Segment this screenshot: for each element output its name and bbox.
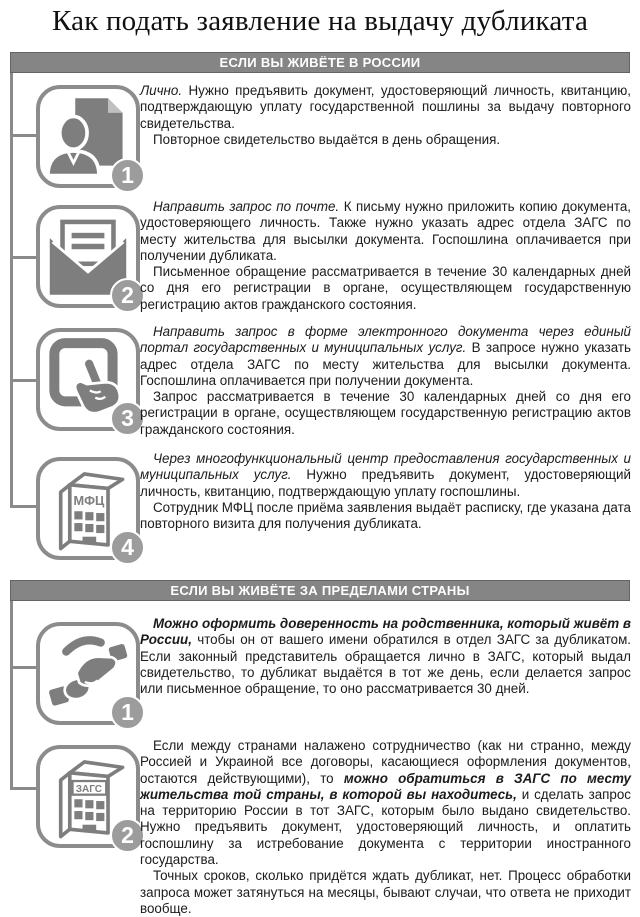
section-header-abroad: ЕСЛИ ВЫ ЖИВЁТЕ ЗА ПРЕДЕЛАМИ СТРАНЫ	[10, 580, 630, 601]
connector-line	[10, 73, 13, 508]
step-lead: Можно оформить доверенность на родственника, который живёт в России,	[140, 616, 631, 648]
connector-line	[12, 787, 38, 790]
building-label: МФЦ	[73, 492, 105, 508]
step-body: Повторное свидетельство выдаётся в день обращения.	[153, 131, 501, 147]
step-icon-box	[36, 85, 140, 188]
step-icon-box	[36, 622, 140, 725]
step-number-badge: 2	[110, 818, 145, 853]
step-text	[140, 451, 631, 532]
step-icon-box	[36, 745, 140, 848]
connector-line	[12, 666, 38, 669]
step-body: Если между странами налажено сотрудничество (как ни странно, между Россией и Украиной все договоры, касающиеся оформления документов, остаются действующими), то	[140, 738, 631, 786]
connector-line	[10, 601, 13, 790]
step-text	[140, 616, 631, 697]
step-number-badge: 1	[110, 695, 145, 730]
step-body: Нужно предъявить документ, удостоверяющий личность, квитанцию, подтверждающую уплату госпошлины.	[140, 467, 631, 499]
step-body: В запросе нужно указать адрес отдела ЗАГС по месту жительства для высылки документа. Госпошлина оплачивается при получении документа.	[140, 340, 632, 388]
page-title: Как подать заявление на выдачу дубликата	[51, 5, 589, 37]
step-number-badge: 1	[110, 158, 145, 193]
connector-line	[12, 256, 38, 259]
step-number-badge: 3	[110, 401, 145, 436]
connector-line	[12, 379, 38, 382]
step-lead: Направить запрос в форме электронного документа через единый портал государственных и муниципальных услуг.	[140, 324, 631, 356]
step-lead: Направить запрос по почте.	[153, 199, 340, 214]
step-body: Нужно предъявить документ, удостоверяющий личность, квитанцию, подтверждающую уплату государственной пошлины за выдачу повторного свидетельства.	[140, 83, 631, 131]
step-text	[140, 738, 631, 917]
step-icon-box	[36, 457, 140, 560]
step-lead: Лично.	[140, 83, 183, 98]
step-icon-box	[36, 328, 140, 431]
step-icon-box	[36, 205, 140, 308]
step-text	[140, 83, 631, 148]
step-body: Сотрудник МФЦ после приёма заявления выдаёт расписку, где указана дата повторного визита для получения дубликата.	[140, 499, 631, 532]
step-number-badge: 4	[110, 530, 145, 565]
building-label: ЗАГС	[75, 783, 103, 795]
step-lead: Через многофункциональный центр предоставления государственных и муниципальных услуг.	[140, 451, 631, 483]
step-text	[140, 199, 631, 313]
step-number-badge: 2	[110, 278, 145, 313]
step-body: и сделать запрос на территорию России в тот ЗАГС, которым было выдано свидетельство. Нужно предъявить документ, удостоверяющий личность, и оплатить госпошлину за истребование документа с территории иностранного государства.	[140, 786, 632, 868]
step-lead: можно обратиться в ЗАГС по месту жительства той страны, в которой вы находитесь,	[140, 770, 631, 802]
step-body: К письму нужно приложить копию документа, удостоверяющего личность. Также нужно указать адрес отдела ЗАГС по месту жительства для высылки документа. Госпошлина оплачивается при получении дубликата.	[140, 199, 631, 263]
step-text	[140, 324, 631, 438]
section-header-russia: ЕСЛИ ВЫ ЖИВЁТЕ В РОССИИ	[10, 52, 630, 73]
connector-line	[12, 134, 38, 137]
step-body: чтобы он от вашего имени обратился в отдел ЗАГС за дубликатом. Если законный представитель обращается лично в ЗАГС, который выдал свидетельство, то дубликат выдаётся в тот же день, если делается запрос или письменное обращение, то оно рассматривается 30 дней.	[140, 632, 631, 697]
step-body: Письменное обращение рассматривается в течение 30 календарных дней со дня его регистрации в органе, осуществляющем государственную регистрацию актов гражданского состояния.	[140, 264, 631, 312]
step-body: Запрос рассматривается в течение 30 календарных дней со дня его регистрации в органе, осуществляющем государственную регистрацию актов гражданского состояния.	[140, 389, 631, 437]
step-body: Точных сроков, сколько придётся ждать дубликат, нет. Процесс обработки запроса может затянуться на месяцы, бывают случаи, что ответа не приходит вообще.	[140, 868, 631, 916]
connector-line	[12, 505, 38, 508]
